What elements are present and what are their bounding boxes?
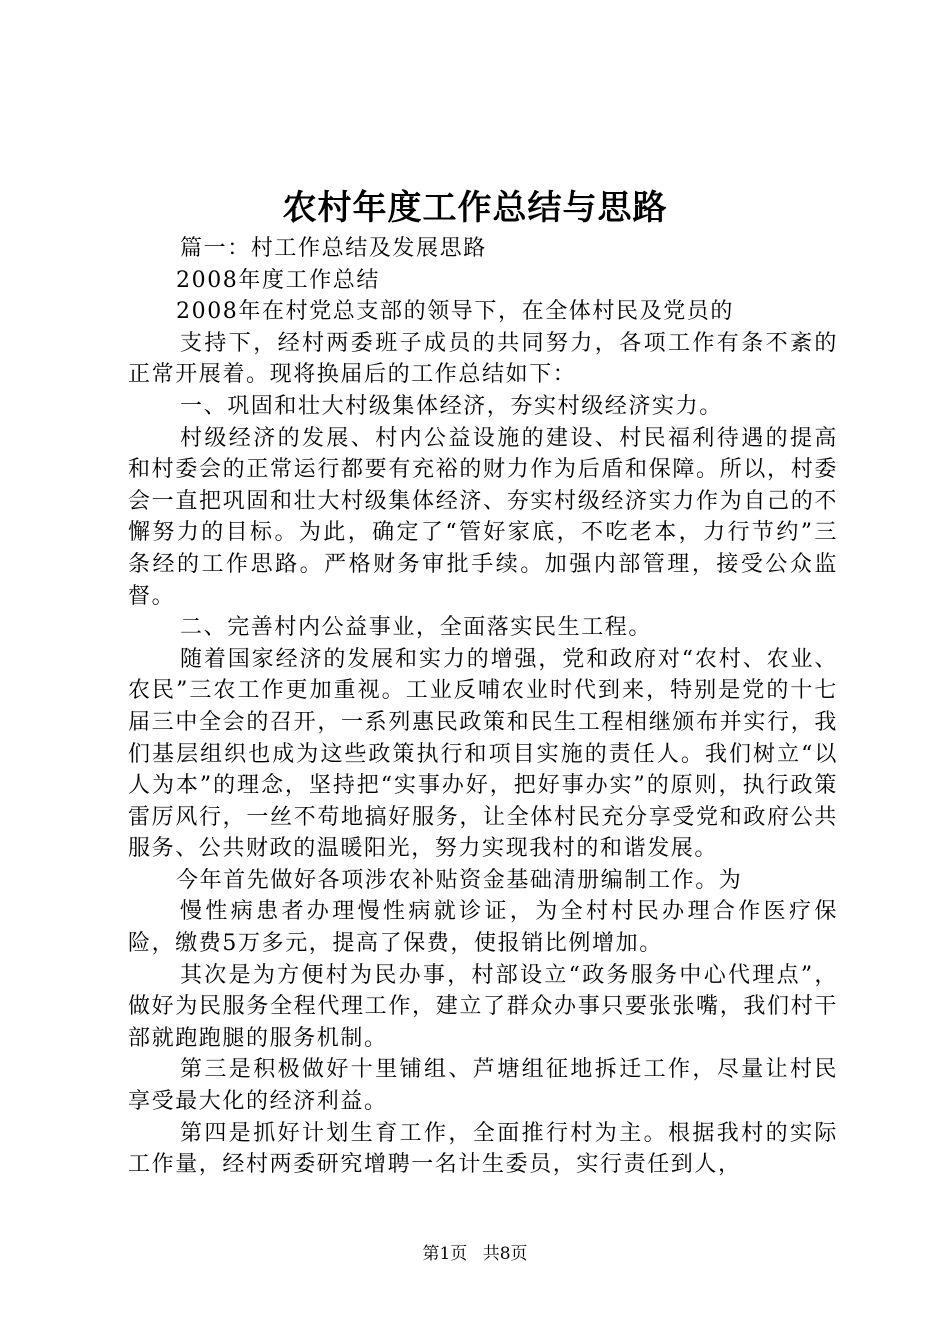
subsection-heading: 2008年度工作总结 — [176, 267, 380, 293]
paragraph: 随着国家经济的发展和实力的增强，党和政府对“农村、农业、农民”三农工作更加重视。工业反哺农业时代到来，特别是党的十七届三中全会的召开，一系列惠民政策和民生工程相继颁布并实行，我们基层组织也成为这些政策执行和项目实施的责任人。我们树立“以人为本”的理念，坚持把“实事办好，把好事办实”的原则，执行政策雷厉风行，一丝不苟地搞好服务，让全体村民充分享受党和政府公共服务、公共财政的温暖阳光，努力实现我村的和谐发展。 — [128, 646, 838, 862]
paragraph: 支持下，经村两委班子成员的共同努力，各项工作有条不紊的正常开展着。现将换届后的工作总结如下： — [128, 330, 838, 388]
page-total: 共8页 — [482, 1244, 528, 1264]
section-heading: 篇一：村工作总结及发展思路 — [180, 236, 487, 261]
page-footer — [0, 1242, 950, 1266]
document-body — [128, 233, 838, 1181]
document-title: 农村年度工作总结与思路 — [282, 188, 668, 228]
item-heading: 二、完善村内公益事业，全面落实民生工程。 — [180, 615, 653, 641]
item-heading: 一、巩固和壮大村级集体经济，夯实村级经济实力。 — [180, 393, 723, 419]
page-number: 第1页 — [422, 1244, 468, 1264]
paragraph: 第四是抓好计划生育工作，全面推行村为主。根据我村的实际工作量，经村两委研究增聘一名计生委员，实行责任到人， — [128, 1120, 838, 1178]
paragraph: 慢性病患者办理慢性病就诊证，为全村村民办理合作医疗保险，缴费5万多元，提高了保费，使报销比例增加。 — [128, 899, 838, 957]
paragraph: 其次是为方便村为民办事，村部设立“政务服务中心代理点”，做好为民服务全程代理工作，建立了群众办事只要张张嘴，我们村干部就跑跑腿的服务机制。 — [128, 962, 838, 1051]
paragraph: 2008年在村党总支部的领导下，在全体村民及党员的 — [176, 299, 734, 325]
paragraph: 今年首先做好各项涉农补贴资金基础清册编制工作。为 — [176, 867, 743, 893]
paragraph: 第三是积极做好十里铺组、芦塘组征地拆迁工作，尽量让村民享受最大化的经济利益。 — [128, 1057, 838, 1115]
paragraph: 村级经济的发展、村内公益设施的建设、村民福利待遇的提高和村委会的正常运行都要有充裕的财力作为后盾和保障。所以，村委会一直把巩固和壮大村级集体经济、夯实村级经济实力作为自己的不懈努力的目标。为此，确定了“管好家底，不吃老本，力行节约”三条经的工作思路。严格财务审批手续。加强内部管理，接受公众监督。 — [128, 425, 838, 609]
